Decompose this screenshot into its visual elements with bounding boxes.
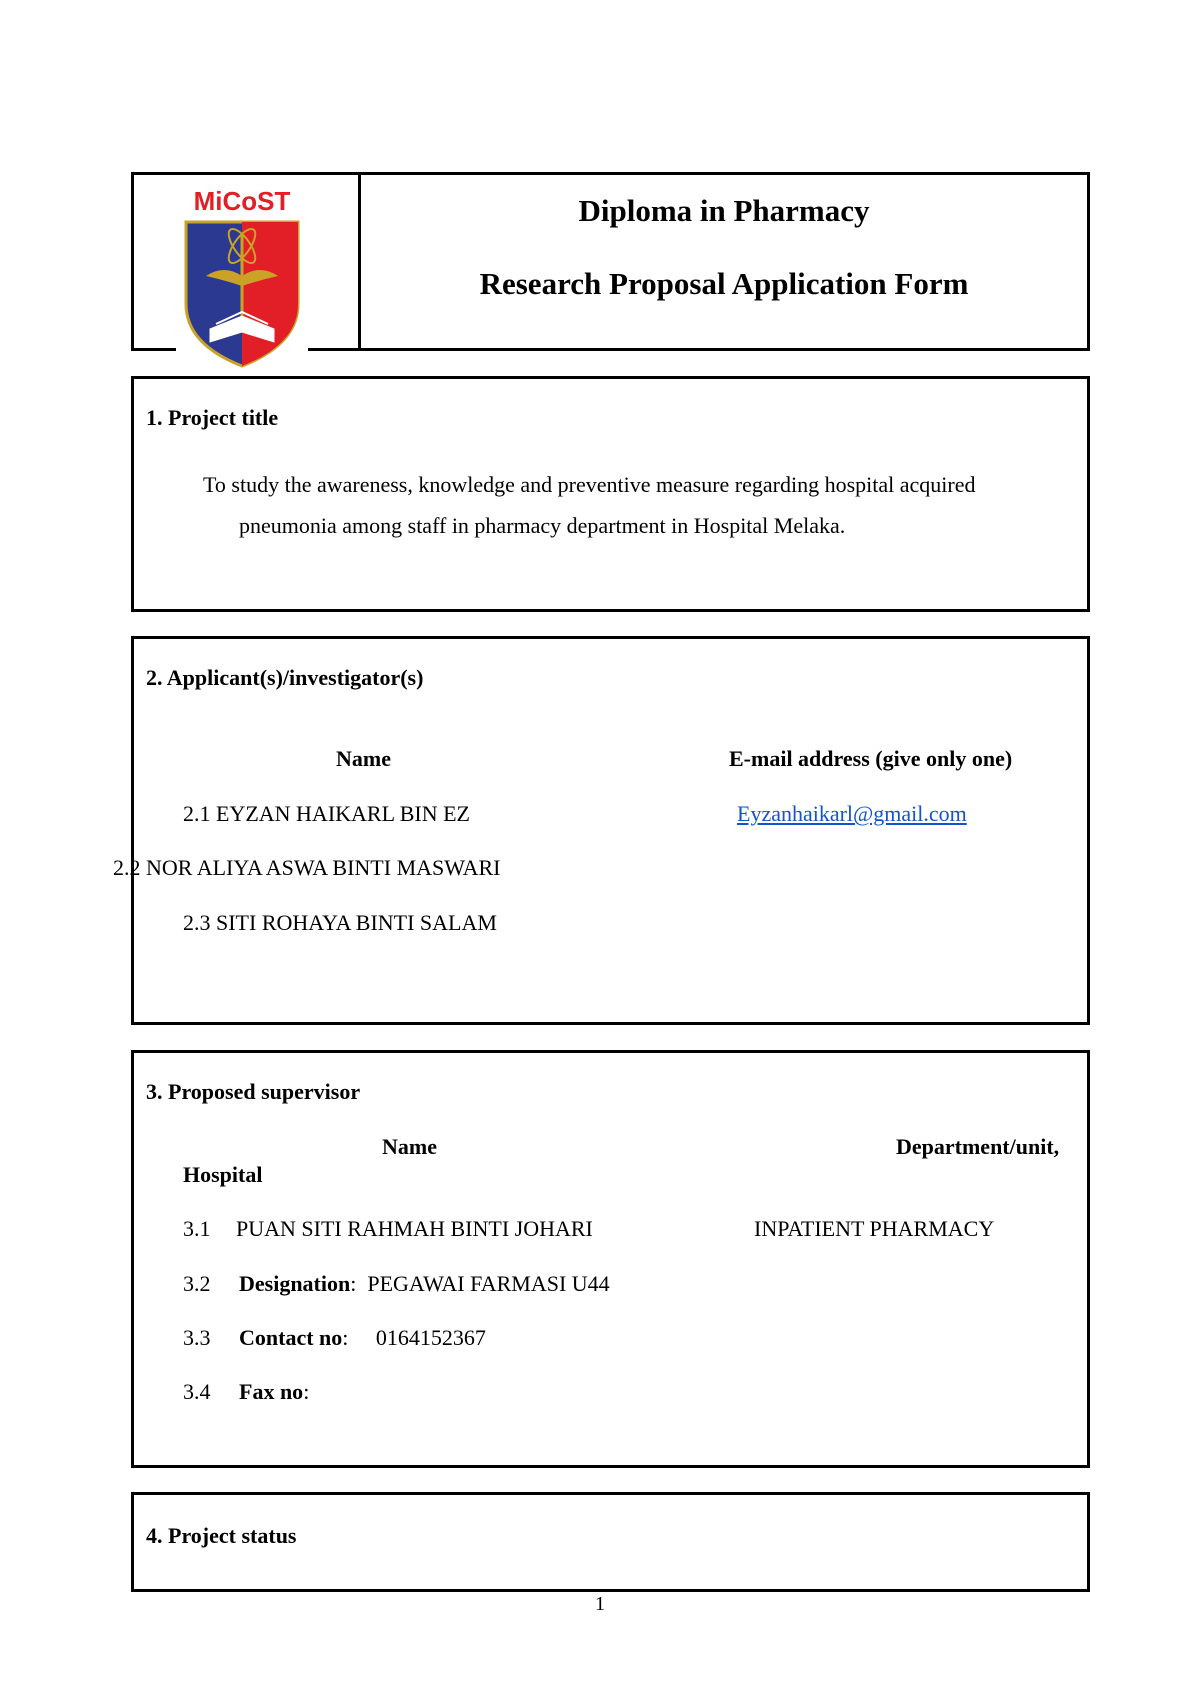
contact-label: Contact no [239, 1325, 343, 1350]
applicant-3-name: 2.3 SITI ROHAYA BINTI SALAM [183, 910, 497, 935]
page-number: 1 [595, 1593, 605, 1615]
supervisor-dept-header-cont: Hospital [183, 1162, 263, 1187]
section4-heading: 4. Project status [146, 1523, 297, 1548]
contact-number: 3.3 [183, 1325, 211, 1350]
form-title-line2: Research Proposal Application Form [479, 266, 969, 301]
applicants-name-header: Name [336, 746, 391, 771]
section3-heading: 3. Proposed supervisor [146, 1079, 361, 1104]
designation-number: 3.2 [183, 1271, 211, 1296]
supervisor-name: PUAN SITI RAHMAH BINTI JOHARI [236, 1216, 593, 1241]
designation-colon: : [350, 1271, 368, 1296]
micost-logo [176, 184, 308, 356]
contact-colon: : [342, 1325, 376, 1350]
logo-text: MiCoST [193, 186, 291, 216]
supervisor-department: INPATIENT PHARMACY [754, 1216, 995, 1241]
fax-number: 3.4 [183, 1379, 211, 1404]
form-title-line1: Diploma in Pharmacy [578, 193, 870, 228]
designation-value: PEGAWAI FARMASI U44 [367, 1271, 610, 1296]
supervisor-dept-header: Department/unit, [896, 1134, 1060, 1159]
section-supervisor [131, 1050, 1090, 1468]
fax-colon: : [303, 1379, 310, 1404]
section2-heading: 2. Applicant(s)/investigator(s) [146, 665, 424, 690]
section1-heading: 1. Project title [146, 405, 279, 430]
micost-crest-icon [176, 184, 308, 374]
section-project-status [131, 1492, 1090, 1592]
supervisor-name-header: Name [382, 1134, 437, 1159]
applicant-2-name: 2.2 NOR ALIYA ASWA BINTI MASWARI [113, 855, 501, 880]
designation-label: Designation [239, 1271, 351, 1296]
applicant-1-name: 2.1 EYZAN HAIKARL BIN EZ [183, 801, 470, 826]
project-title-line1: To study the awareness, knowledge and preventive measure regarding hospital acquired [203, 472, 976, 497]
section-project-title [131, 376, 1090, 612]
section-applicants [113, 636, 1090, 1025]
applicant-1-email-link[interactable]: Eyzanhaikarl@gmail.com [737, 801, 967, 826]
fax-label: Fax no [239, 1379, 304, 1404]
fax-row [239, 1379, 309, 1405]
contact-value: 0164152367 [375, 1325, 486, 1350]
title-area [361, 175, 1087, 348]
applicants-email-header: E-mail address (give only one) [729, 746, 1013, 771]
designation-row [239, 1271, 610, 1297]
supervisor-number: 3.1 [183, 1216, 211, 1241]
contact-row [239, 1325, 486, 1351]
project-title-line2: pneumonia among staff in pharmacy department in Hospital Melaka. [239, 513, 846, 538]
